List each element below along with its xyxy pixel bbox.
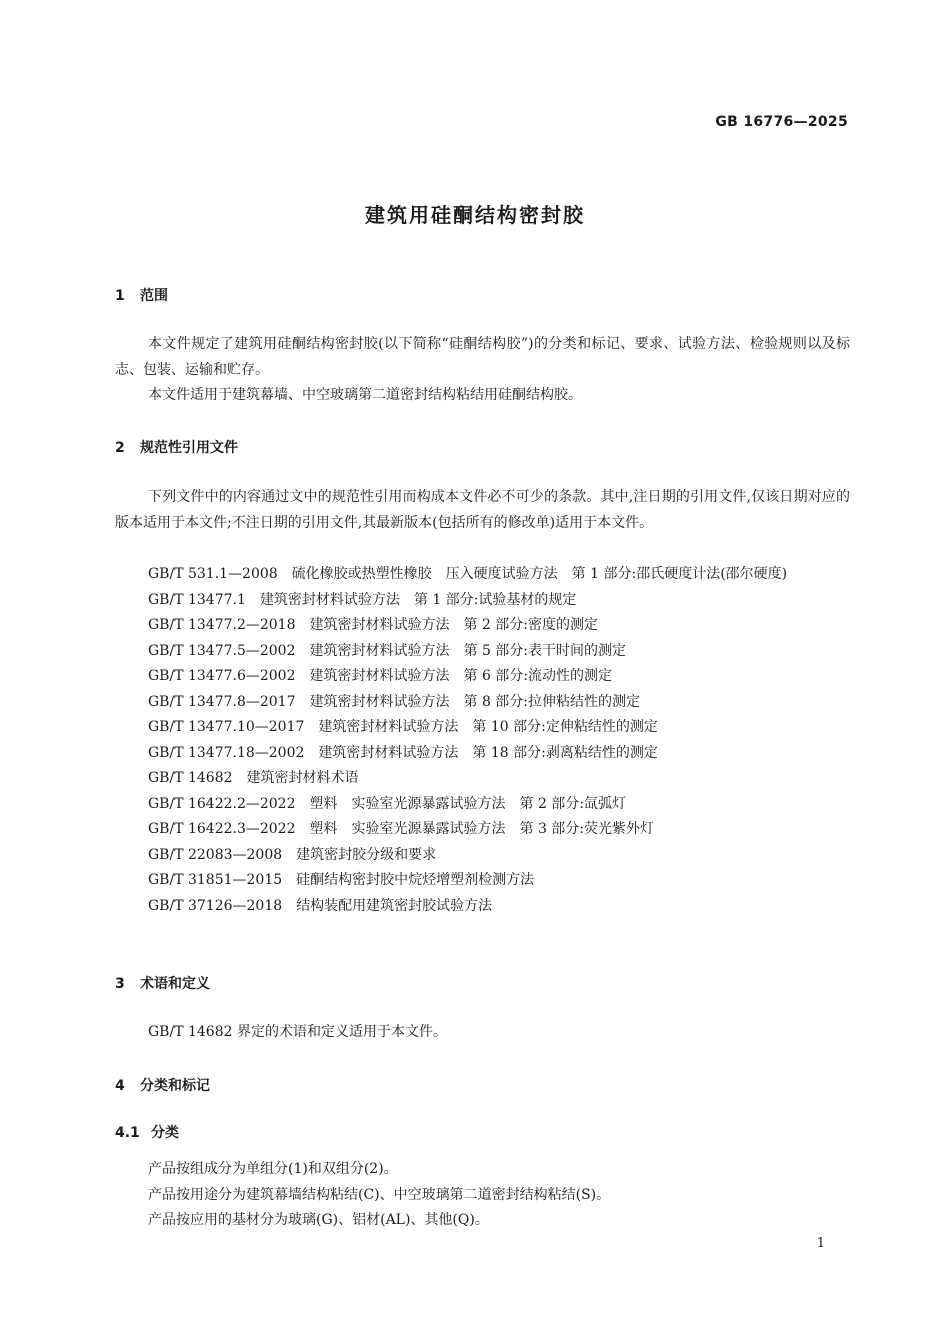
reference-code: GB/T 37126—2018 [148, 897, 283, 914]
reference-item [115, 562, 850, 588]
classification-line: 产品按应用的基材分为玻璃(G)、铝材(AL)、其他(Q)。 [148, 1212, 489, 1228]
reference-code: GB/T 13477.1 [148, 591, 246, 608]
reference-item [115, 868, 850, 894]
section-title: 分类和标记 [140, 1078, 210, 1094]
reference-code: GB/T 31851—2015 [148, 872, 283, 888]
section-number: 2 [115, 440, 125, 456]
reference-item [115, 792, 850, 818]
reference-code: GB/T 13477.18—2002 [148, 744, 305, 761]
reference-item [115, 588, 850, 614]
page-number: 1 [816, 1236, 825, 1251]
section-title: 术语和定义 [140, 976, 210, 992]
document-title: 建筑用硅酮结构密封胶 [365, 203, 585, 227]
reference-code: GB/T 13477.5—2002 [148, 642, 296, 659]
section-heading-classification-and-marking [115, 1075, 210, 1095]
scope-paragraph-1: 本文件规定了建筑用硅酮结构密封胶(以下简称“硅酮结构胶”)的分类和标记、要求、试验方法、检验规则以及标志、包装、运输和贮存。 [115, 336, 850, 378]
reference-code: GB/T 16422.2—2022 [148, 795, 296, 812]
classification-line: 产品按用途分为建筑幕墙结构粘结(C)、中空玻璃第二道密封结构粘结(S)。 [148, 1186, 611, 1203]
section-title: 范围 [140, 288, 168, 304]
reference-item [115, 843, 850, 869]
reference-item [115, 741, 850, 767]
reference-title: 建筑密封材料试验方法 第 10 部分:定伸粘结性的测定 [318, 719, 658, 735]
reference-code: GB/T 22083—2008 [148, 846, 283, 863]
reference-title: 塑料 实验室光源暴露试验方法 第 2 部分:氙弧灯 [309, 795, 627, 812]
reference-code: GB/T 16422.3—2022 [148, 821, 296, 837]
section-heading-normative-references [115, 437, 238, 457]
reference-code: GB/T 13477.6—2002 [148, 668, 296, 684]
reference-title: 建筑密封材料试验方法 第 18 部分:剥离粘结性的测定 [318, 744, 658, 761]
reference-title: 建筑密封材料试验方法 第 6 部分:流动性的测定 [309, 668, 613, 684]
reference-title: 建筑密封材料试验方法 第 1 部分:试验基材的规定 [259, 591, 577, 608]
reference-item [115, 766, 850, 792]
reference-title: 建筑密封材料试验方法 第 2 部分:密度的测定 [309, 617, 599, 633]
reference-title: 硫化橡胶或热塑性橡胶 压入硬度试验方法 第 1 部分:邵氏硬度计法(邵尔硬度) [291, 566, 788, 582]
reference-item [115, 690, 850, 716]
reference-title: 建筑密封胶分级和要求 [296, 846, 437, 863]
section-number: 1 [115, 288, 125, 304]
reference-item [115, 817, 850, 843]
standard-code: GB 16776—2025 [715, 114, 848, 130]
reference-code: GB/T 14682 [148, 770, 233, 786]
reference-list [115, 562, 850, 919]
reference-item [115, 664, 850, 690]
reference-item [115, 715, 850, 741]
section-title: 规范性引用文件 [140, 440, 238, 456]
subsection-heading-classification [115, 1122, 179, 1142]
reference-code: GB/T 531.1—2008 [148, 566, 278, 582]
reference-item [115, 894, 850, 920]
terms-paragraph: GB/T 14682 界定的术语和定义适用于本文件。 [148, 1024, 447, 1040]
section-number: 4 [115, 1078, 125, 1094]
subsection-title: 分类 [151, 1125, 179, 1141]
reference-title: 建筑密封材料试验方法 第 8 部分:拉伸粘结性的测定 [309, 693, 641, 710]
scope-paragraph-2: 本文件适用于建筑幕墙、中空玻璃第二道密封结构粘结用硅酮结构胶。 [148, 387, 582, 403]
references-intro-paragraph: 下列文件中的内容通过文中的规范性引用而构成本文件必不可少的条款。其中,注日期的引用文件,仅该日期对应的版本适用于本文件;不注日期的引用文件,其最新版本(包括所有的修改单)适用于本文件。 [115, 489, 850, 531]
reference-code: GB/T 13477.2—2018 [148, 617, 296, 633]
section-heading-scope [115, 285, 168, 305]
reference-code: GB/T 13477.10—2017 [148, 719, 305, 735]
section-number: 3 [115, 976, 125, 992]
reference-item [115, 613, 850, 639]
classification-list [115, 1157, 850, 1234]
section-heading-terms-and-definitions [115, 973, 210, 993]
classification-line: 产品按组成分为单组分(1)和双组分(2)。 [148, 1161, 398, 1177]
reference-title: 塑料 实验室光源暴露试验方法 第 3 部分:荧光紫外灯 [309, 821, 655, 837]
reference-item [115, 639, 850, 665]
reference-title: 建筑密封材料试验方法 第 5 部分:表干时间的测定 [309, 642, 627, 659]
reference-title: 结构装配用建筑密封胶试验方法 [296, 897, 493, 914]
reference-code: GB/T 13477.8—2017 [148, 693, 296, 710]
subsection-number: 4.1 [115, 1125, 140, 1141]
reference-title: 硅酮结构密封胶中烷烃增塑剂检测方法 [296, 872, 535, 888]
reference-title: 建筑密封材料术语 [246, 770, 359, 786]
